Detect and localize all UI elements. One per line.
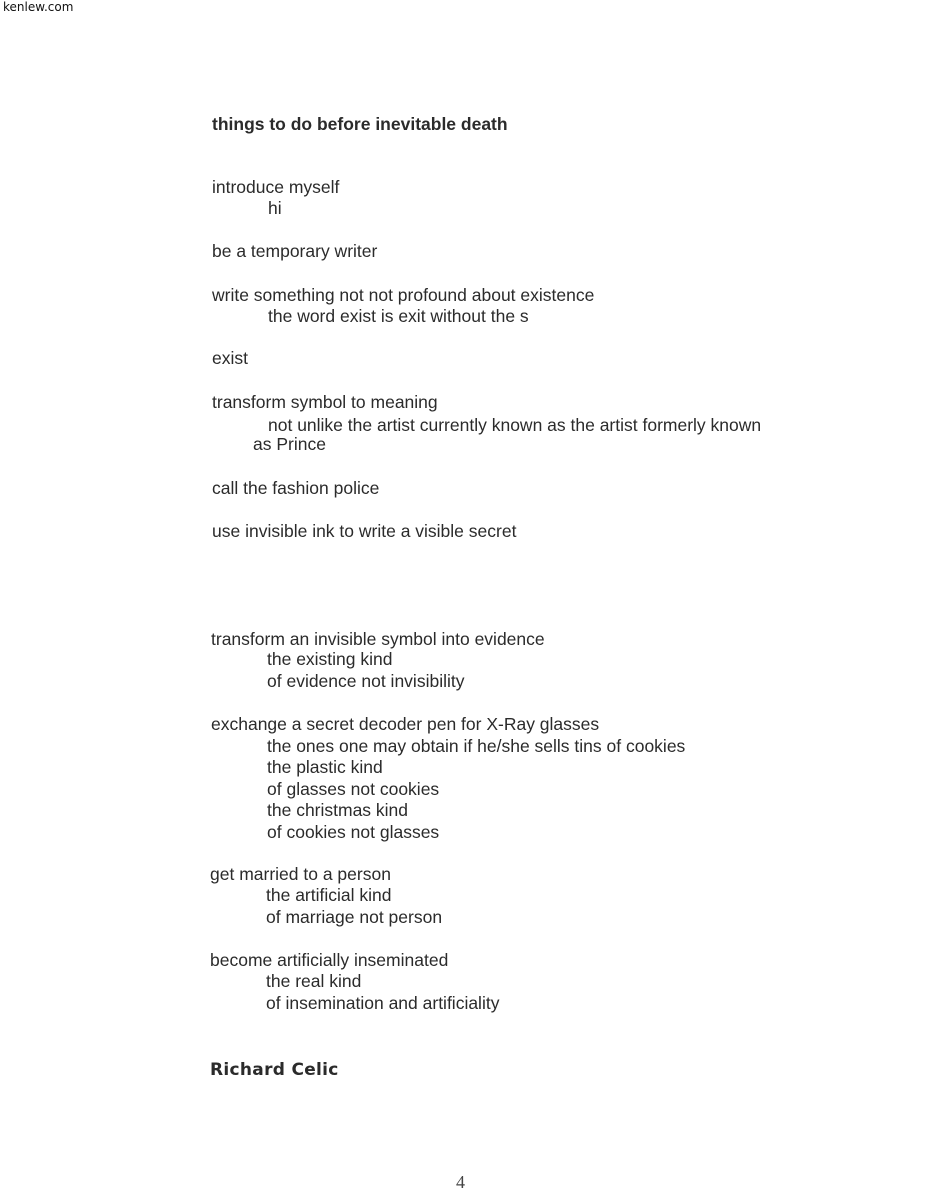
poem-line: transform an invisible symbol into evidence: [211, 629, 545, 649]
poem-line: introduce myself: [212, 177, 340, 197]
poem-line: exist: [212, 348, 248, 368]
poem-line: use invisible ink to write a visible secret: [212, 521, 517, 541]
poem-line-indented: not unlike the artist currently known as the artist formerly known: [268, 415, 762, 435]
poem-line-indented: the word exist is exit without the s: [268, 306, 529, 326]
poem-line-indented: of evidence not invisibility: [267, 671, 465, 691]
poem-line: call the fashion police: [212, 478, 380, 498]
poem-line: get married to a person: [210, 864, 391, 884]
poem-line: transform symbol to meaning: [212, 392, 438, 412]
poem-line-indented: the ones one may obtain if he/she sells tins of cookies: [267, 736, 686, 756]
poem-line-indented: as Prince: [253, 434, 326, 454]
poem-line-indented: of insemination and artificiality: [266, 993, 500, 1013]
poem-line-indented: the real kind: [266, 971, 362, 991]
poem-line-indented: of marriage not person: [266, 907, 443, 927]
poem-line-indented: the artificial kind: [266, 885, 392, 905]
poem-line: write something not not profound about existence: [212, 285, 595, 305]
poem-line-indented: of glasses not cookies: [267, 779, 440, 799]
poem-line-indented: of cookies not glasses: [267, 822, 440, 842]
poem-line-indented: hi: [268, 198, 282, 218]
page-number: 4: [456, 1172, 465, 1192]
poem-line-indented: the plastic kind: [267, 757, 383, 777]
poem-line: exchange a secret decoder pen for X-Ray glasses: [211, 714, 600, 734]
poem-title: things to do before inevitable death: [212, 114, 508, 134]
author-signature: Richard Celic: [210, 1060, 339, 1080]
poem-line: become artificially inseminated: [210, 950, 449, 970]
poem-line-indented: the christmas kind: [267, 800, 409, 820]
poem-line: be a temporary writer: [212, 241, 378, 261]
site-watermark: kenlew.com: [3, 0, 74, 14]
poem-line-indented: the existing kind: [267, 649, 393, 669]
